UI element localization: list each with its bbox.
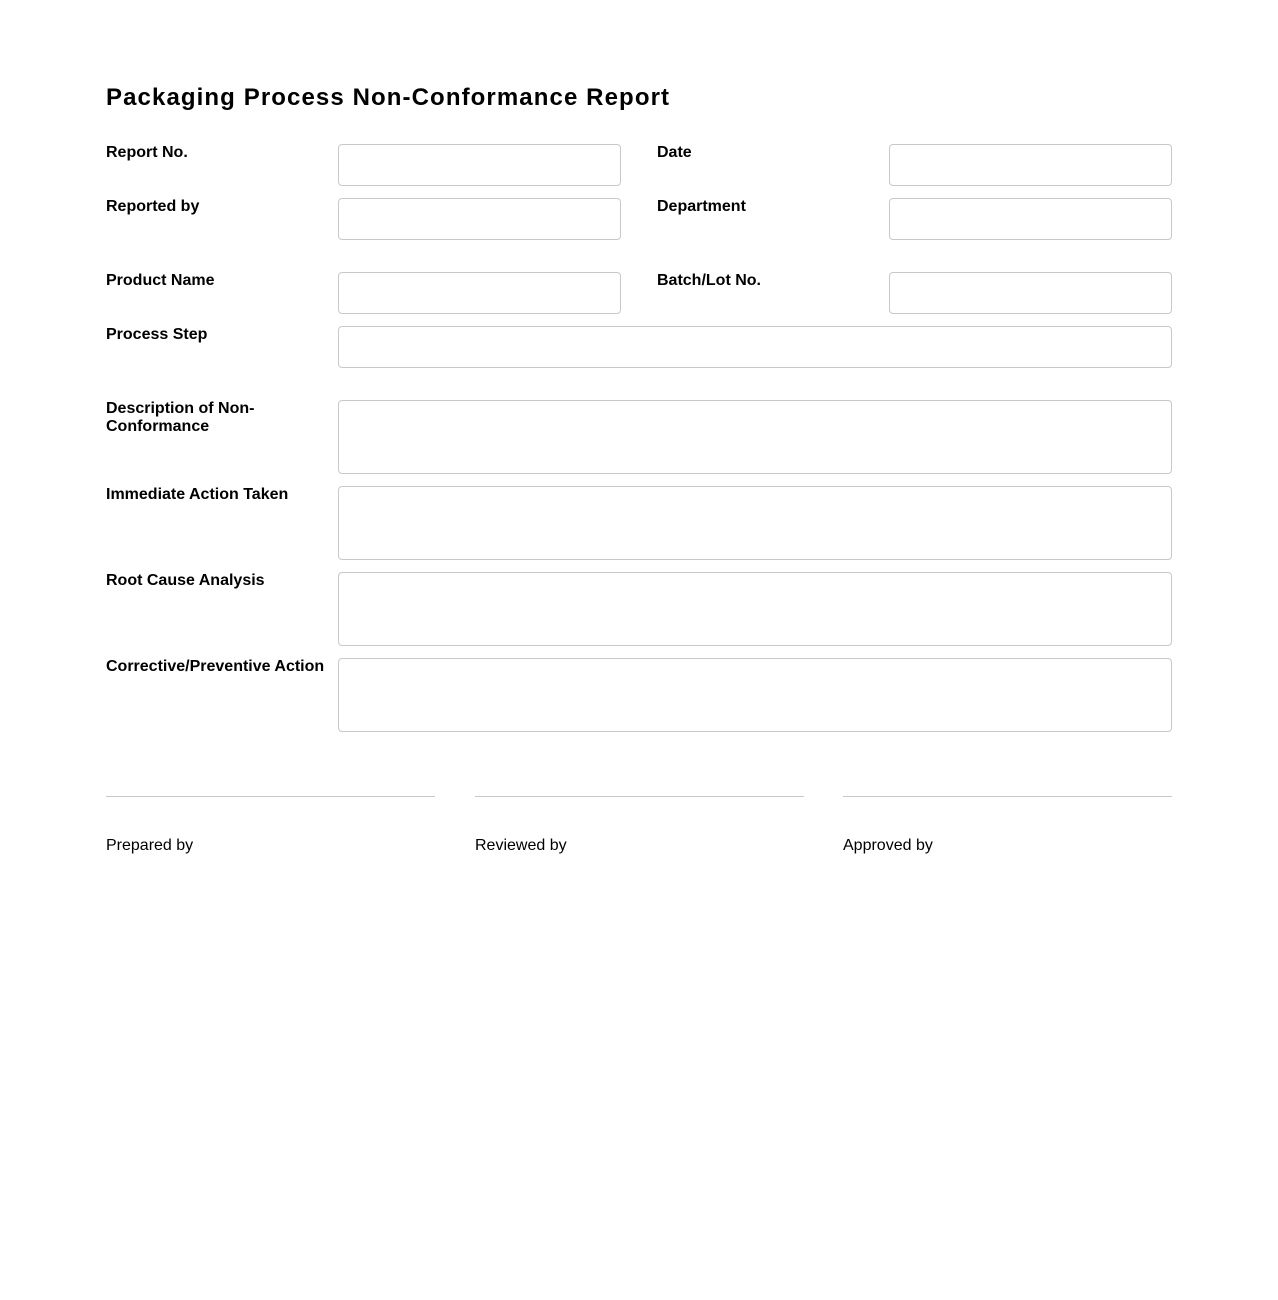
root-cause-textarea[interactable] bbox=[338, 572, 1172, 646]
prepared-by-label: Prepared by bbox=[106, 837, 194, 854]
page-title: Packaging Process Non-Conformance Report bbox=[106, 84, 671, 111]
description-label bbox=[106, 400, 254, 436]
approved-by-label: Approved by bbox=[843, 837, 933, 854]
root-cause-label: Root Cause Analysis bbox=[106, 572, 265, 589]
product-name-input[interactable] bbox=[338, 272, 621, 314]
reviewed-by-signature-line[interactable] bbox=[475, 796, 804, 797]
process-step-input[interactable] bbox=[338, 326, 1172, 368]
reported-by-label: Reported by bbox=[106, 198, 200, 215]
approved-by-signature-line[interactable] bbox=[843, 796, 1172, 797]
corrective-action-label: Corrective/Preventive Action bbox=[106, 658, 325, 675]
batch-lot-no-input[interactable] bbox=[889, 272, 1172, 314]
report-no-input[interactable] bbox=[338, 144, 621, 186]
report-no-label: Report No. bbox=[106, 144, 188, 161]
product-name-label: Product Name bbox=[106, 272, 215, 289]
reported-by-input[interactable] bbox=[338, 198, 621, 240]
date-label: Date bbox=[657, 144, 692, 161]
department-input[interactable] bbox=[889, 198, 1172, 240]
immediate-action-label: Immediate Action Taken bbox=[106, 486, 289, 503]
date-input[interactable] bbox=[889, 144, 1172, 186]
department-label: Department bbox=[657, 198, 746, 215]
description-textarea[interactable] bbox=[338, 400, 1172, 474]
batch-lot-no-label: Batch/Lot No. bbox=[657, 272, 761, 289]
corrective-action-textarea[interactable] bbox=[338, 658, 1172, 732]
description-label-line1: Description of Non- bbox=[106, 400, 255, 417]
process-step-label: Process Step bbox=[106, 326, 208, 343]
reviewed-by-label: Reviewed by bbox=[475, 837, 567, 854]
immediate-action-textarea[interactable] bbox=[338, 486, 1172, 560]
description-label-line2: Conformance bbox=[106, 418, 210, 435]
prepared-by-signature-line[interactable] bbox=[106, 796, 435, 797]
